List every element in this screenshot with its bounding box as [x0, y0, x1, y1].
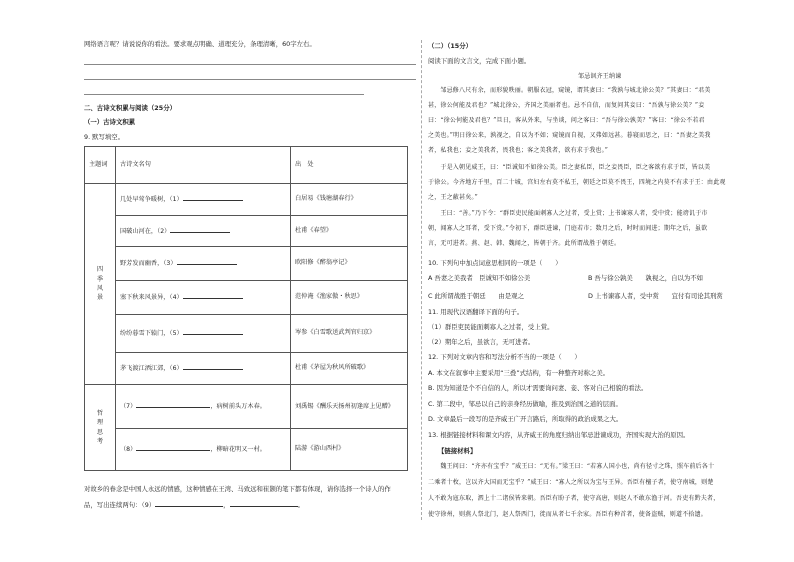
passage-line: 王曰：“善。”乃下令：“群臣吏民能面刺寡人之过者，受上赏；上书谏寡人者，受中赏；能谤讥于市 — [428, 210, 708, 217]
q10-option-d[interactable]: D 上书谏寡人者，受中赏 宜付有司论其刑赏 — [588, 292, 723, 300]
q12-option-c[interactable]: C. 第二段中，邹忌以自己的亲身经历做喻，推及到治国之道的层面。 — [428, 400, 622, 408]
header-lines: 古诗文名句 — [116, 147, 291, 184]
passage-line: 者，私我也；妾之美我者，畏我也；客之美我者，欲有求于我也。” — [428, 147, 609, 154]
table-row — [85, 315, 408, 353]
source-cell: 欧阳修《醉翁亭记》 — [291, 247, 408, 281]
blank-9a[interactable] — [155, 500, 223, 507]
subsection1-title: （一）古诗文积累 — [84, 118, 136, 126]
link-line: 魏王问曰：“齐亦有宝乎？”威王曰：“无有。”梁王曰：“若寡人国小也，尚有径寸之珠，照车前后各十 — [428, 463, 715, 470]
link-line: 使守徐州，则燕人祭北门，赵人祭西门，徙而从者七千余家。吾臣有种首者，使备盗贼，则道不拾遗。 — [428, 511, 708, 518]
part2-title: （二）（15分） — [428, 42, 473, 50]
verse-cell: 茅飞渡江洒江郊，（6） — [116, 353, 291, 385]
instruction: 阅读下面的文言文，完成下面小题。 — [428, 57, 531, 65]
verse-cell: 塞下秋来风景异，（4） — [116, 281, 291, 315]
table-row — [85, 281, 408, 315]
intro-line: 网络语言呢？请说说你的看法。要求观点明确、道理充分，条理清晰，60字左右。 — [84, 40, 316, 48]
q11-stem: 11. 用现代汉语翻译下面的句子。 — [428, 308, 524, 316]
q10-option-c[interactable]: C 此所谓战胜于朝廷 由是观之 — [428, 292, 524, 300]
source-cell: 杜甫《春望》 — [291, 216, 408, 247]
source-cell: 范仲淹《渔家傲・秋思》 — [291, 281, 408, 315]
answer-line-2[interactable] — [84, 79, 416, 80]
blank-7[interactable] — [136, 401, 210, 408]
passage-line: 言，无可进者。燕、赵、韩、魏闻之，皆朝于齐。此所谓战胜于朝廷。 — [428, 240, 621, 247]
answer-line-3[interactable] — [84, 94, 364, 95]
theme-four-seasons: 四 季 风 景 — [85, 184, 116, 385]
answer-line-1[interactable] — [84, 64, 416, 65]
theme-philosophy: 哲 理 思 考 — [85, 385, 116, 471]
passage-line: 之美也。”明日徐公来，孰视之，自以为不如；窥镜而自视，又弗如远甚。暮寝而思之，曰：“吾妻之美我 — [428, 132, 711, 139]
passage-line: 于是入朝见威王，曰：“臣诚知不如徐公美。臣之妻私臣，臣之妾畏臣，臣之客欲有求于臣，皆以美 — [428, 164, 711, 171]
passage-title: 邹忌讽齐王纳谏 — [578, 73, 622, 80]
link-material-title: 【链接材料】 — [438, 447, 477, 455]
blank-2[interactable] — [170, 226, 230, 233]
q10-option-b[interactable]: B 吾与徐公孰美 孰视之，自以为不如 — [588, 274, 704, 282]
link-line: 人不敢为寇东取，泗上十二诸侯皆来朝。吾臣有盼子者，使守高唐，则赵人不敢东渔于河。吾吏有黔夫者， — [428, 495, 720, 502]
q9-tail-line2: 品，写出连续两句：（9） ， 。 — [84, 501, 304, 509]
blank-1[interactable] — [183, 194, 243, 201]
q13-stem: 13. 根据链接材料和课文内容，从齐威王的角度归纳出邹忌进谏成功，齐国实现大治的原因。 — [428, 431, 690, 439]
verse-cell: 几处早莺争暖树，（1） — [116, 184, 291, 216]
q12-option-a[interactable]: A. 本文在叙事中主要采用“三叠”式结构，有一种整齐对称之美。 — [428, 369, 610, 377]
verse-cell: 野芳发而幽香，（3） — [116, 247, 291, 281]
table-row — [85, 385, 408, 429]
blank-4[interactable] — [183, 292, 243, 299]
passage-line: 之，王之蔽甚矣。” — [428, 194, 478, 201]
q12-option-d[interactable]: D. 文章最后一段写的是齐威王广开言路后，所取得的政治成果之大。 — [428, 415, 623, 423]
q12-stem: 12. 下列对文章内容和写法分析不当的一项是（ ） — [428, 353, 581, 361]
table-row — [85, 184, 408, 216]
source-cell: 陆游《游山西村》 — [291, 429, 408, 471]
verse-cell: （7） ，病树前头万木春。 — [116, 385, 291, 429]
passage-line: 邹忌修八尺有余，而形貌昳丽。朝服衣冠，窥镜，谓其妻曰：“我孰与城北徐公美？”其妻曰：“君美 — [428, 87, 711, 94]
q11-item-1: （1）群臣吏民能面刺寡人之过者，受上赏。 — [428, 323, 554, 331]
source-cell: 刘禹锡《酬乐天扬州初逢席上见赠》 — [291, 385, 408, 429]
passage-line: 于徐公。今齐地方千里，百二十城，宫妇左右莫不私王，朝廷之臣莫不畏王，四境之内莫不有求于王：由此观 — [428, 179, 726, 186]
table-row — [85, 216, 408, 247]
blank-6[interactable] — [183, 363, 243, 370]
source-cell: 杜甫《茅屋为秋风所破歌》 — [291, 353, 408, 385]
q10-option-a[interactable]: A 吾妻之美我者 臣诚知不如徐公美 — [428, 274, 531, 282]
blank-5[interactable] — [183, 328, 243, 335]
passage-line: 甚，徐公何能及君也？”城北徐公，齐国之美丽者也。忌不自信，而复问其妾曰：“吾孰与徐公美？”妾 — [428, 102, 705, 109]
column-divider — [421, 40, 422, 520]
table-row — [85, 429, 408, 471]
link-line: 二乘者十枚，岂以齐大国而无宝乎？”威王曰：“寡人之所以为宝与王异。吾臣有檀子者，使守南城，则楚 — [428, 479, 714, 486]
q12-option-b[interactable]: B. 因为知道是个不自信的人，所以才需要询问妻、妾、客对自己相貌的看法。 — [428, 384, 648, 392]
q10-stem: 10. 下列句中加点词意思相同的一项是（ ） — [428, 259, 562, 267]
source-cell: 白居易《钱塘湖春行》 — [291, 184, 408, 216]
verse-cell: 国破山河在，（2） — [116, 216, 291, 247]
section2-title: 二、古诗文积累与阅读（25分） — [84, 104, 176, 112]
verse-cell: 纷纷暮雪下辕门，（5） — [116, 315, 291, 353]
verse-cell: （8） ，柳暗花明又一村。 — [116, 429, 291, 471]
header-theme: 主题词 — [85, 147, 116, 184]
blank-8[interactable] — [136, 444, 210, 451]
blank-9b[interactable] — [230, 500, 298, 507]
table-row — [85, 353, 408, 385]
source-cell: 岑参《白雪歌送武判官归京》 — [291, 315, 408, 353]
q9-title: 9. 默写填空。 — [84, 133, 125, 141]
passage-line: 朝，闻寡人之耳者，受下赏。”令初下，群臣进谏，门庭若市；数月之后，时时而间进；期年之后，虽欲 — [428, 225, 708, 232]
table-row — [85, 247, 408, 281]
passage-line: 曰：“徐公何能及君也？”旦日，客从外来，与坐谈，问之客曰：“吾与徐公孰美？”客曰：“徐公不若君 — [428, 117, 705, 124]
blank-3[interactable] — [177, 258, 237, 265]
table-header-row — [85, 147, 408, 184]
q11-item-2: （2）期年之后，虽欲言，无可进者。 — [428, 338, 535, 346]
header-source: 出 处 — [291, 147, 408, 184]
q9-tail-line1: 对故乡的眷念是中国人永远的情感，这种情感在王湾、马致远和崔颢的笔下都有体现，请你选择一个诗人的作 — [84, 485, 391, 493]
poem-table — [84, 146, 408, 471]
